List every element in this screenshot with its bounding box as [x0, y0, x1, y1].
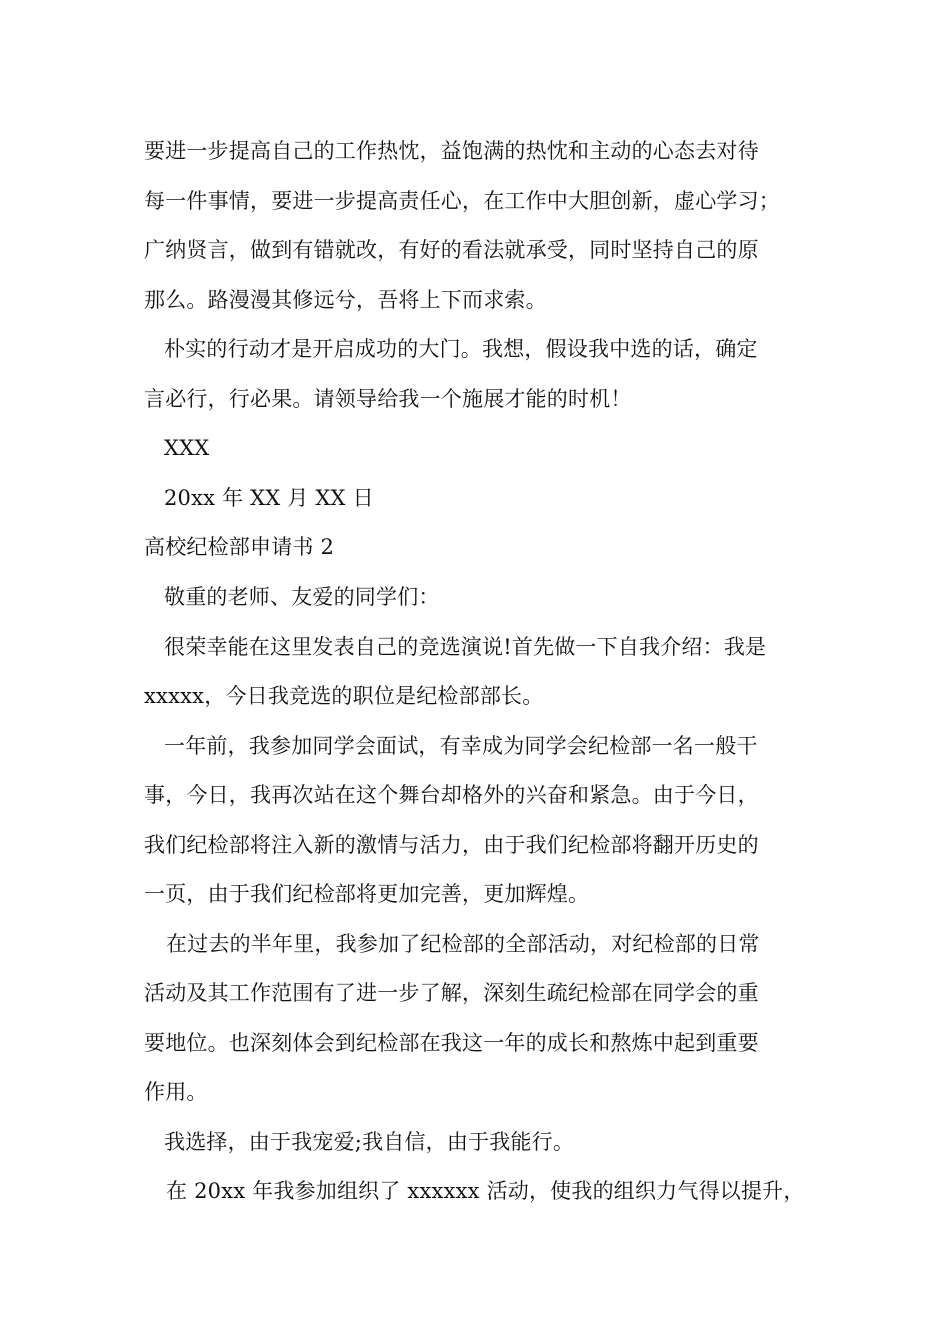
paragraph-line: 在 20xx 年我参加组织了 xxxxxx 活动，使我的组织力气得以提升， — [166, 1179, 805, 1203]
paragraph-line: 我们纪检部将注入新的激情与活力，由于我们纪检部将翻开历史的 — [144, 833, 759, 857]
paragraph-line: 要进一步提高自己的工作热忱，益饱满的热忱和主动的心态去对待 — [144, 139, 759, 163]
paragraph-line: 那么。路漫漫其修远兮，吾将上下而求索。 — [144, 288, 547, 312]
paragraph-line: 作用。 — [144, 1080, 208, 1104]
paragraph-line: 活动及其工作范围有了进一步了解，深刻生疏纪检部在同学会的重 — [144, 981, 759, 1005]
paragraph-line: 言必行，行必果。请领导给我一个施展才能的时机！ — [144, 387, 632, 411]
paragraph-line: 在过去的半年里，我参加了纪检部的全部活动，对纪检部的日常 — [166, 932, 760, 956]
signature-date: 20xx 年 XX 月 XX 日 — [164, 486, 374, 510]
paragraph-line: 一页，由于我们纪检部将更加完善，更加辉煌。 — [144, 882, 590, 906]
paragraph-line: 我选择，由于我宠爱;我自信，由于我能行。 — [164, 1130, 575, 1154]
paragraph-line: 事，今日，我再次站在这个舞台却格外的兴奋和紧急。由于今日， — [144, 783, 759, 807]
paragraph-line: 每一件事情，要进一步提高责任心，在工作中大胆创新，虚心学习； — [144, 189, 780, 213]
paragraph-line: 要地位。也深刻体会到纪检部在我这一年的成长和熬炼中起到重要 — [144, 1031, 759, 1055]
paragraph-line: 很荣幸能在这里发表自己的竞选演说!首先做一下自我介绍：我是 — [164, 635, 767, 659]
paragraph-line: 一年前，我参加同学会面试，有幸成为同学会纪检部一名一般干 — [164, 734, 758, 758]
paragraph-line: 朴实的行动才是开启成功的大门。我想，假设我中选的话，确定 — [164, 337, 758, 361]
paragraph-line: 广纳贤言，做到有错就改，有好的看法就承受，同时坚持自己的原 — [144, 238, 759, 262]
signature-name: XXX — [164, 436, 210, 460]
salutation: 敬重的老师、友爱的同学们： — [164, 585, 440, 609]
paragraph-line: xxxxx，今日我竞选的职位是纪检部部长。 — [144, 684, 544, 708]
section-title: 高校纪检部申请书 2 — [144, 535, 335, 559]
